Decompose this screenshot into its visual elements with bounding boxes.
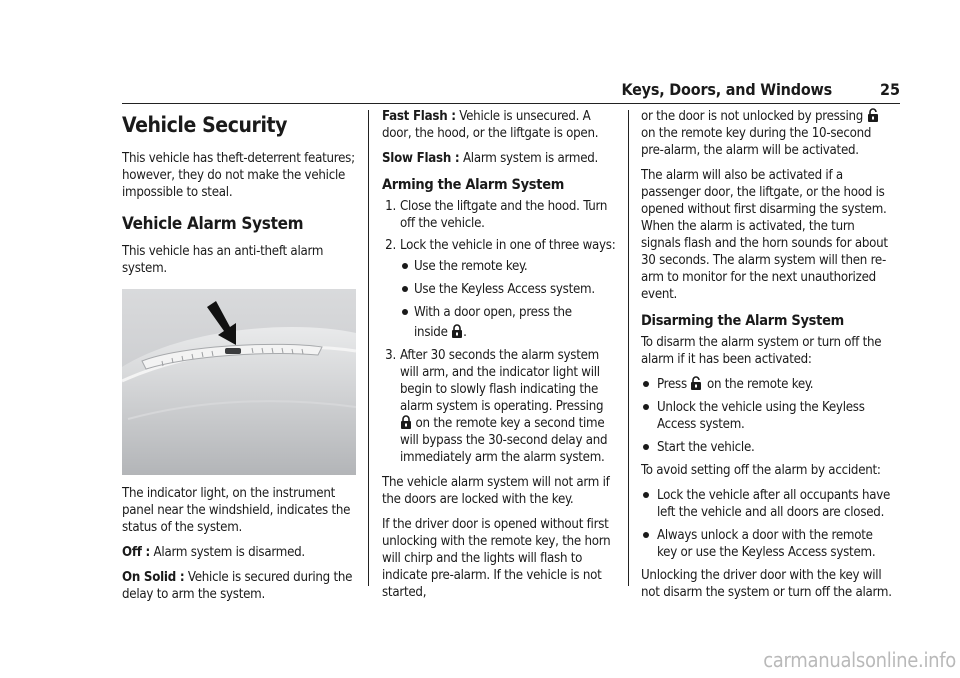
page-heading: Vehicle Security <box>122 113 288 137</box>
list-item: 1. Close the liftgate and the hood. Turn off the vehicle. <box>385 199 608 231</box>
arming-heading: Arming the Alarm System <box>382 177 565 193</box>
avoid-alarm-intro: To avoid setting off the alarm by accident: <box>641 463 881 478</box>
list-item: Use the Keyless Access system. <box>400 281 616 298</box>
status-on-solid: On Solid : Vehicle is secured during the delay to arm the system. <box>122 570 353 602</box>
bullet-icon <box>643 404 649 410</box>
bullet-icon <box>643 532 649 538</box>
list-item: Always unlock a door with the remote key or use the Keyless Access system. <box>641 527 893 561</box>
dashboard-illustration <box>122 289 356 475</box>
bullet-icon <box>643 444 649 450</box>
status-slow-flash: Slow Flash : Alarm system is armed. <box>382 151 599 166</box>
bullet-icon <box>402 263 408 269</box>
column-1 <box>122 108 356 611</box>
list-item: Start the vehicle. <box>641 439 893 456</box>
list-item: Use the remote key. <box>400 258 616 275</box>
bullet-icon <box>643 381 649 387</box>
column-2 <box>382 108 616 609</box>
key-unlock-note: Unlocking the driver door with the key will not disarm the system or turn off the alarm. <box>641 568 892 600</box>
list-item: Unlock the vehicle using the Keyless Access system. <box>641 399 893 433</box>
indicator-paragraph: The indicator light, on the instrument panel near the windshield, indicates the status of the system. <box>122 486 351 535</box>
column-divider <box>368 110 369 586</box>
lock-icon <box>400 415 412 429</box>
status-fast-flash: Fast Flash : Vehicle is unsecured. A door, the hood, or the liftgate is open. <box>382 109 599 141</box>
header-rule <box>122 103 900 104</box>
disarm-methods <box>641 376 893 456</box>
list-item: 3. After 30 seconds the alarm system will arm, and the indicator light will begin to slowly flash indicating the alarm system is operating. Pressing on the remote key a second time will bypass the 30-second delay and immediately arm the alarm system. <box>385 348 608 465</box>
indicator-light-figure <box>122 289 356 475</box>
disarming-heading: Disarming the Alarm System <box>641 313 844 329</box>
column-divider <box>628 110 629 586</box>
section-title: Keys, Doors, and Windows <box>621 80 832 99</box>
indicator-light <box>225 348 241 354</box>
list-item: Press on the remote key. <box>641 376 893 393</box>
list-item: With a door open, press the inside . <box>400 304 616 341</box>
unlock-icon <box>690 376 703 390</box>
alarm-trigger-paragraph: The alarm will also be activated if a passenger door, the liftgate, or the hood is opened without first disarming the system. When the alarm is activated, the turn signals flash and the horn sounds for about 30 seconds. The alarm system will then re-arm to monitor for the next unauthorized event. <box>641 168 888 302</box>
unlock-icon <box>867 108 880 122</box>
page-number: 25 <box>879 80 900 99</box>
arming-steps <box>382 198 616 466</box>
pre-alarm-paragraph: If the driver door is opened without first unlocking with the remote key, the horn will chirp and the lights will flash to indicate pre-alarm. If the vehicle is not started, <box>382 517 611 600</box>
bullet-icon <box>643 492 649 498</box>
list-item: 2. Lock the vehicle in one of three ways: Use the remote key. Use the Keyless Access system. With a door open, press the inside . <box>385 238 616 340</box>
bullet-icon <box>402 286 408 292</box>
lock-icon <box>451 324 463 338</box>
page-header <box>0 80 900 100</box>
key-lock-note: The vehicle alarm system will not arm if the doors are locked with the key. <box>382 475 610 507</box>
list-item: Lock the vehicle after all occupants have left the vehicle and all doors are closed. <box>641 487 893 521</box>
section-heading: Vehicle Alarm System <box>122 214 304 234</box>
bullet-icon <box>402 309 408 315</box>
avoid-alarm-tips <box>641 487 893 561</box>
intro-paragraph: This vehicle has theft-deterrent features; however, they do not make the vehicle impossible to steal. <box>122 151 355 200</box>
column-3 <box>641 108 893 609</box>
watermark: carmanualsonline.info <box>763 648 956 672</box>
lock-methods <box>400 258 616 341</box>
status-off: Off : Alarm system is disarmed. <box>122 545 305 560</box>
disarm-intro: To disarm the alarm system or turn off the alarm if it has been activated: <box>641 335 882 367</box>
alarm-activation-paragraph: or the door is not unlocked by pressing on the remote key during the 10-second pre-alarm, the alarm will be activated. <box>641 108 893 159</box>
alarm-intro: This vehicle has an anti-theft alarm system. <box>122 244 324 276</box>
